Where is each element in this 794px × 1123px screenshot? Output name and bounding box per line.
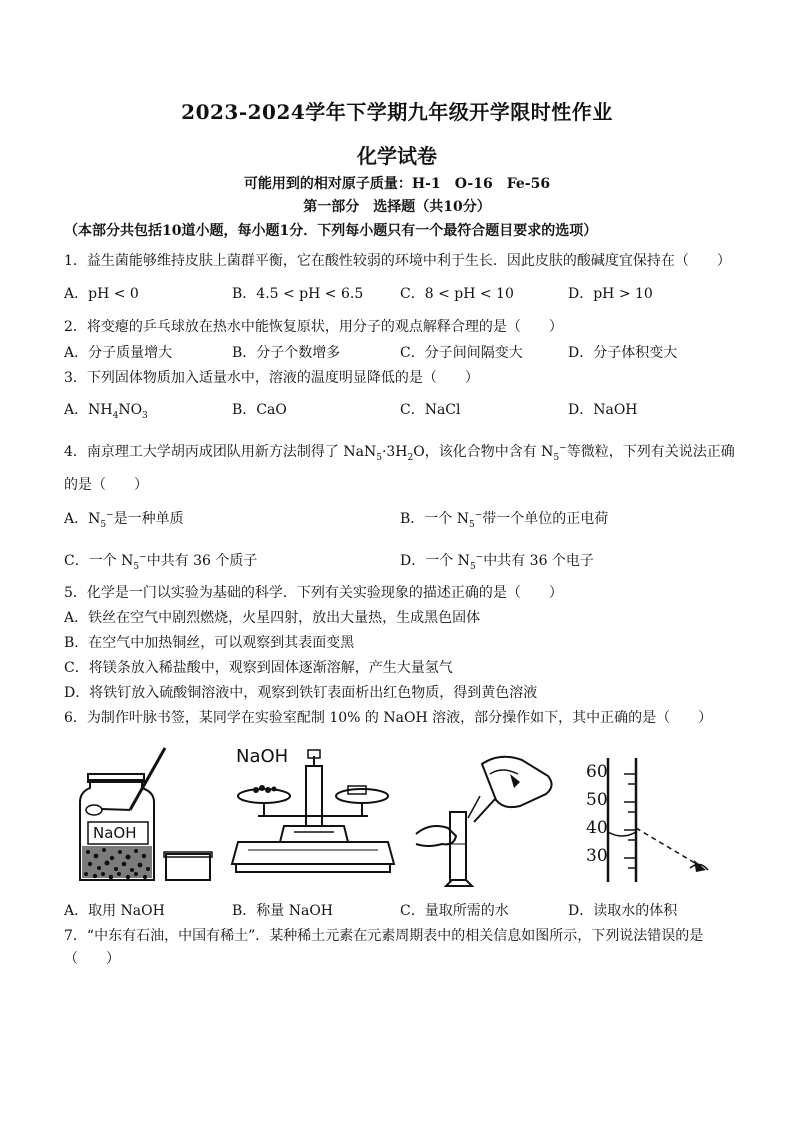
q3-a-sub3: 3	[142, 410, 148, 421]
q3-option-c[interactable]: C．NaCl	[400, 402, 461, 418]
q4-a-sup: −	[106, 510, 114, 521]
atomic-masses: 可能用到的相对原子质量：H-1 O-16 Fe-56	[243, 176, 551, 192]
q4-sub2: 2	[407, 452, 414, 463]
q5-option-c[interactable]: C．将镁条放入稀盐酸中，观察到固体逐渐溶解，产生大量氢气	[64, 660, 453, 676]
balance-figure	[228, 746, 398, 886]
q4-stem-mid: ·3H	[381, 444, 408, 460]
q4-sub5b: 5	[553, 452, 560, 463]
q4-stem-end: 等微粒，下列有关说法正确	[566, 444, 735, 460]
cylinder-tick-30: 30	[586, 846, 608, 866]
q4-a-end: 是一种单质	[113, 511, 184, 527]
q2-option-c[interactable]: C．分子间间隔变大	[400, 345, 523, 361]
q4-b-sup: −	[474, 510, 483, 521]
q4-d-start: D．一个 N	[400, 553, 470, 569]
q4-b-sub: 5	[469, 519, 475, 530]
cylinder-tick-60: 60	[586, 762, 608, 782]
q1-stem: 1．益生菌能够维持皮肤上菌群平衡，它在酸性较弱的环境中利于生长．因此皮肤的酸碱度宜保持在（ ）	[64, 253, 731, 269]
balance-label: NaOH	[236, 746, 289, 767]
q4-c-start: C．一个 N	[64, 553, 134, 569]
q2-option-d[interactable]: D．分子体积变大	[568, 345, 678, 361]
q4-option-d[interactable]	[400, 550, 594, 572]
q4-c-sub: 5	[133, 561, 140, 572]
exam-subject: 化学试卷	[357, 144, 437, 168]
q3-option-a[interactable]	[64, 399, 148, 421]
q4-stem-start: 4．南京理工大学胡丙成团队用新方法制得了 NaN	[64, 444, 377, 460]
part-heading: 第一部分 选择题（共10分）	[303, 199, 491, 215]
q6-option-b[interactable]: B．称量 NaOH	[232, 903, 334, 919]
q4-stem	[64, 441, 735, 463]
q4-d-sup: −	[475, 552, 484, 563]
q4-d-end: 中共有 36 个电子	[483, 553, 594, 569]
q5-stem: 5．化学是一门以实验为基础的科学．下列有关实验现象的描述正确的是（ ）	[64, 585, 563, 601]
q7-blank: （ ）	[64, 951, 120, 967]
q6-option-d[interactable]: D．读取水的体积	[568, 903, 678, 919]
q3-option-d[interactable]: D．NaOH	[568, 402, 638, 418]
q4-b-start: B．一个 N	[400, 511, 469, 527]
cylinder-tick-50: 50	[586, 790, 608, 810]
q4-a-start: A．N	[64, 511, 101, 527]
pouring-water-figure	[410, 752, 560, 887]
q4-option-a[interactable]	[64, 508, 184, 530]
q1-option-a[interactable]: A．pH < 0	[64, 286, 139, 302]
q4-sup-minus: −	[559, 443, 567, 454]
q4-option-b[interactable]	[400, 508, 608, 530]
q1-option-c[interactable]: C．8 < pH < 10	[400, 286, 514, 302]
q4-stem-line2: 的是（ ）	[64, 477, 148, 493]
q3-option-b[interactable]: B．CaO	[232, 402, 287, 418]
q4-option-c[interactable]	[64, 550, 257, 572]
q3-a-sub4: 4	[112, 410, 119, 421]
cylinder-tick-40: 40	[586, 818, 608, 838]
part-instructions: （本部分共包括10道小题，每小题1分．下列每小题只有一个最符合题目要求的选项）	[64, 223, 598, 239]
q3-stem: 3．下列固体物质加入适量水中，溶液的温度明显降低的是（ ）	[64, 370, 479, 386]
q7-stem: 7．“中东有石油，中国有稀土”．某种稀土元素在元素周期表中的相关信息如图所示，下列说法错误的是	[64, 928, 704, 944]
q4-d-sub: 5	[469, 561, 476, 572]
q4-b-end: 带一个单位的正电荷	[482, 511, 609, 527]
q5-option-d[interactable]: D．将铁钉放入硫酸铜溶液中，观察到铁钉表面析出红色物质，得到黄色溶液	[64, 685, 538, 701]
q3-a-prefix: A．NH	[64, 402, 113, 418]
q1-option-b[interactable]: B．4.5 < pH < 6.5	[232, 286, 364, 302]
exam-title: 2023-2024学年下学期九年级开学限时性作业	[181, 100, 613, 124]
jar-label: NaOH	[93, 824, 137, 842]
q2-stem: 2．将变瘪的乒乓球放在热水中能恢复原状，用分子的观点解释合理的是（ ）	[64, 319, 563, 335]
q4-c-end: 中共有 36 个质子	[146, 553, 258, 569]
q6-option-c[interactable]: C．量取所需的水	[400, 903, 509, 919]
granules	[82, 846, 152, 879]
q4-sub5: 5	[376, 452, 382, 463]
q4-a-sub: 5	[100, 519, 107, 530]
q3-a-mid: NO	[118, 402, 143, 418]
q6-stem: 6．为制作叶脉书签，某同学在实验室配制 10% 的 NaOH 溶液，部分操作如下，其中正确的是（ ）	[64, 710, 713, 726]
q5-option-a[interactable]: A．铁丝在空气中剧烈燃烧，火星四射，放出大量热，生成黑色固体	[64, 610, 481, 626]
q1-option-d[interactable]: D．pH > 10	[568, 286, 653, 302]
q5-option-b[interactable]: B．在空气中加热铜丝，可以观察到其表面变黑	[64, 635, 355, 651]
q2-option-a[interactable]: A．分子质量增大	[64, 345, 173, 361]
q4-stem-mid2: O，该化合物中含有 N	[413, 444, 554, 460]
q4-c-sup: −	[139, 552, 147, 563]
jar-with-spoon-figure	[70, 740, 220, 885]
q2-option-b[interactable]: B．分子个数增多	[232, 345, 341, 361]
q6-option-a[interactable]: A．取用 NaOH	[64, 903, 165, 919]
